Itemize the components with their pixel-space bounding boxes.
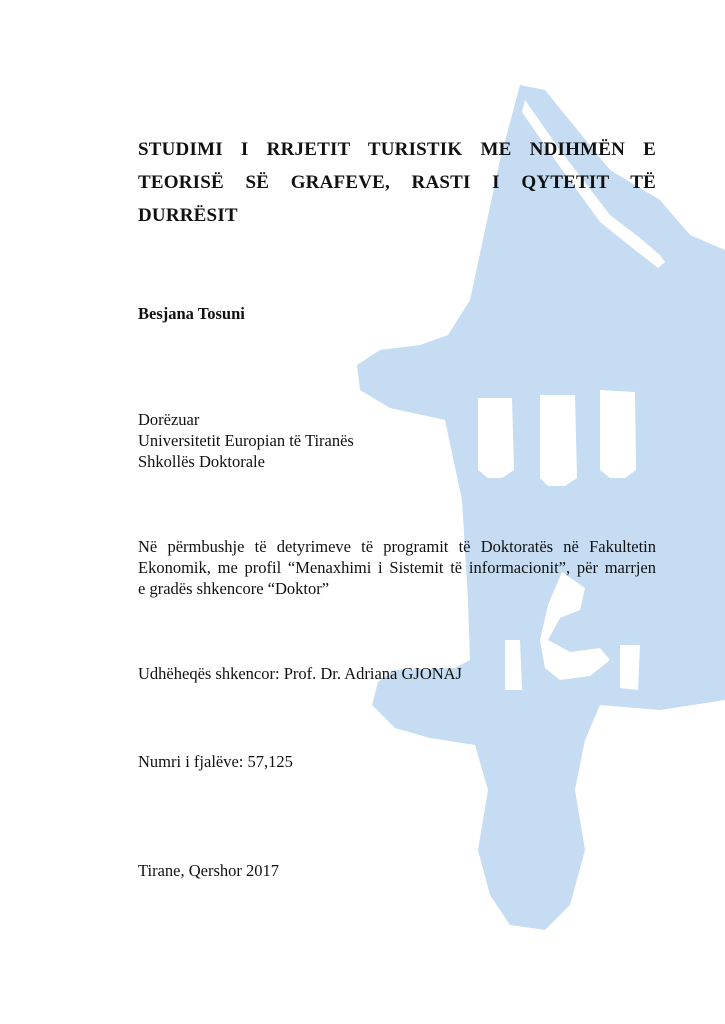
word-count: Numri i fjalëve: 57,125 bbox=[138, 752, 293, 771]
fulfillment-line: Ekonomik, me profil “Menaxhimi i Sistemit të informacionit”, për marrjen bbox=[138, 558, 656, 577]
fulfillment-statement bbox=[138, 536, 656, 599]
watermark-window-right bbox=[600, 390, 636, 478]
place-and-date: Tirane, Qershor 2017 bbox=[138, 861, 279, 880]
supervisor-line: Udhëheqës shkencor: Prof. Dr. Adriana GJONAJ bbox=[138, 664, 462, 683]
university-name: Universitetit Europian të Tiranës bbox=[138, 431, 354, 450]
author-name: Besjana Tosuni bbox=[138, 304, 245, 323]
submission-block bbox=[138, 409, 354, 472]
school-name: Shkollës Doktorale bbox=[138, 452, 265, 471]
watermark-window-left bbox=[478, 398, 514, 478]
thesis-title bbox=[138, 133, 656, 232]
fulfillment-line: Në përmbushje të detyrimeve të programit të Doktoratës në Fakultetin bbox=[138, 537, 656, 556]
thesis-title-line: STUDIMI I RRJETIT TURISTIK ME NDIHMËN E bbox=[138, 139, 656, 160]
watermark-window-middle bbox=[540, 395, 577, 486]
thesis-title-line: DURRËSIT bbox=[138, 205, 238, 226]
watermark-door-left bbox=[505, 640, 522, 690]
submission-label: Dorëzuar bbox=[138, 410, 200, 429]
fulfillment-line: e gradës shkencore “Doktor” bbox=[138, 579, 330, 598]
watermark-door-right bbox=[620, 645, 640, 690]
thesis-title-line: TEORISË SË GRAFEVE, RASTI I QYTETIT TË bbox=[138, 172, 656, 193]
